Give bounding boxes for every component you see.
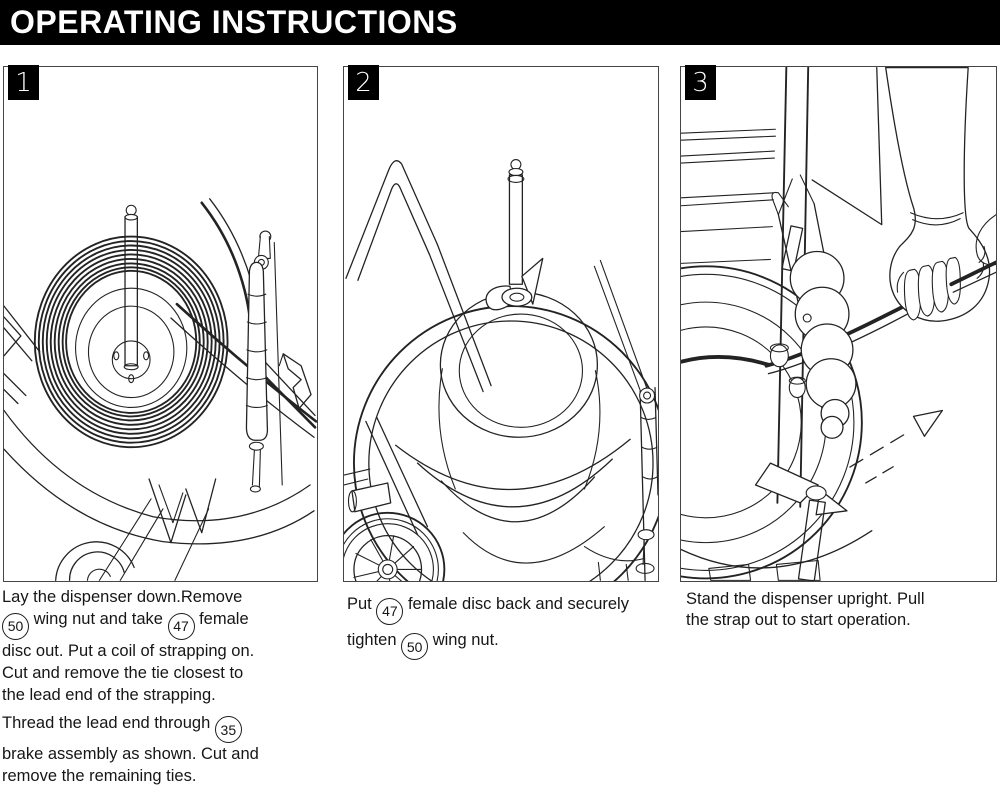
illustration-step-2-disc-and-wing-nut — [344, 67, 658, 581]
page-header — [0, 0, 1000, 45]
illustration-step-3-pulling-strap — [681, 67, 996, 581]
trolley-wheel — [344, 513, 444, 581]
part-number-callout-50: 50 — [2, 613, 29, 640]
illustration-step-1-coil-on-laid-down-dispenser — [4, 67, 317, 581]
pull-direction-arrow — [850, 410, 942, 483]
step-panel-3 — [680, 66, 997, 582]
frame-hook-right — [279, 354, 311, 409]
caption-step-1-para-1: Lay the dispenser down.Remove 50 wing nut and take 47 female disc out. Put a coil of strapping on. Cut and remove the tie closest to the lead end of the strapping. — [2, 586, 314, 706]
caption-step-1-para-2: Thread the lead end through 35 brake assembly as shown. Cut and remove the remaining ties. — [2, 712, 314, 787]
page-title: OPERATING INSTRUCTIONS — [10, 4, 458, 41]
caption-step-3 — [686, 589, 994, 631]
wheel-bottom-left — [56, 542, 134, 581]
brake-assembly — [246, 231, 282, 492]
center-hub-disc — [112, 341, 150, 383]
caption-step-3-para-1: Stand the dispenser upright. Pull the strap out to start operation. — [686, 589, 994, 631]
caption-step-1 — [2, 586, 314, 787]
part-number-callout-47: 47 — [376, 598, 403, 625]
step-number-badge-1: 1 — [8, 65, 39, 100]
upright-frame — [681, 68, 882, 507]
part-number-callout-50: 50 — [401, 633, 428, 660]
caption-step-2-para-1: Put 47 female disc back and securely tighten 50 wing nut. — [347, 589, 657, 660]
threaded-rod — [508, 160, 524, 285]
part-number-callout-47: 47 — [168, 613, 195, 640]
strap-lead-end — [171, 199, 316, 437]
step-number-badge-2: 2 — [348, 65, 379, 100]
caption-step-2 — [347, 589, 657, 660]
step-panel-2 — [343, 66, 659, 582]
wing-nut-and-rod — [756, 463, 847, 581]
trolley-handle — [346, 161, 491, 392]
arm-and-hand — [886, 68, 996, 322]
part-number-callout-35: 35 — [215, 716, 242, 743]
brake-assembly-edge — [594, 260, 658, 580]
frame-left-edge — [4, 306, 40, 403]
step-number-badge-3: 3 — [685, 65, 716, 100]
frame-base — [4, 410, 314, 580]
step-panel-1 — [3, 66, 318, 582]
